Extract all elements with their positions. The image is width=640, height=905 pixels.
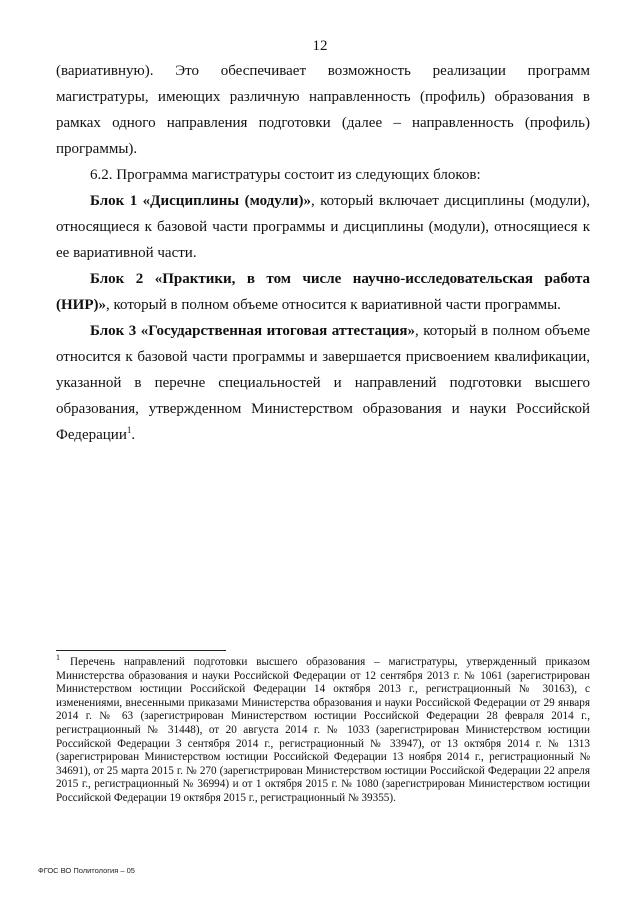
block-1-text: , который включает дисциплины (модули), относящиеся к базовой части программы и дисциплины (модули), относящиеся к ее вариативной части. (56, 193, 591, 261)
footnote-text: Перечень направлений подготовки высшего образования – магистратуры, утвержденный приказом Министерства образования и науки Российской Федерации от 12 сентября 2013 г. № 1061 (зарегистрирован Министерством юстиции Российской Федерации 14 октября 2013 г., регистрационный № 30163), с изменениями, внесенными приказами Министерства образования и науки Российской Федерации от 29 января 2014 г. № 63 (зарегистрирован Министерством юстиции Российской Федерации 28 февраля 2014 г., регистрационный № 31448), от 20 августа 2014 г. № 1033 (зарегистрирован Министерством юстиции Российской Федерации 3 сентября 2014 г., регистрационный № 33947), от 13 октября 2014 г. № 1313 (зарегистрирован Министерством юстиции Российской Федерации 13 ноября 2014 г., регистрационный № 34691), от 25 марта 2015 г. № 270 (зарегистрирован Министерством юстиции Российской Федерации 22 апреля 2015 г., регистрационный № 36994) и от 1 октября 2015 г. № 1080 (зарегистрирован Министерством юстиции Российской Федерации 19 октября 2015 г., регистрационный № 39355). (56, 656, 590, 804)
footnote-divider (56, 650, 226, 651)
paragraph-block-3 (56, 318, 590, 448)
paragraph-intro: (вариативную). Это обеспечивает возможность реализации программ магистратуры, имеющих различную направленность (профиль) образования в рамках одного направления подготовки (далее – направленность (профиль) программы). (56, 63, 590, 157)
main-text (56, 58, 590, 448)
paragraph-blocks-heading: 6.2. Программа магистратуры состоит из следующих блоков: (90, 167, 481, 183)
block-2-text: , который в полном объеме относится к вариативной части программы. (106, 297, 561, 313)
page-footer: ФГОС ВО Политология – 05 (38, 866, 135, 875)
block-3-end: . (131, 427, 136, 443)
footnote-reference[interactable]: 1 (126, 425, 132, 435)
block-3-text: , который в полном объеме относится к базовой части программы и завершается присвоением квалификации, указанной в перечне специальностей и направлений подготовки высшего образования, утвержденном Министерством образования и науки Российской Федерации (56, 323, 590, 443)
footnote-mark: 1 (56, 653, 60, 663)
block-3-title: Блок 3 «Государственная итоговая аттестация» (90, 323, 416, 339)
footnote (56, 653, 590, 806)
paragraph-block-1 (56, 188, 590, 266)
block-1-title: Блок 1 «Дисциплины (модули)» (90, 193, 311, 209)
block-2-title: Блок 2 «Практики, в том числе научно-исследовательская работа (НИР)» (56, 271, 590, 313)
paragraph-block-2 (56, 266, 590, 318)
page-number: 12 (312, 38, 328, 54)
